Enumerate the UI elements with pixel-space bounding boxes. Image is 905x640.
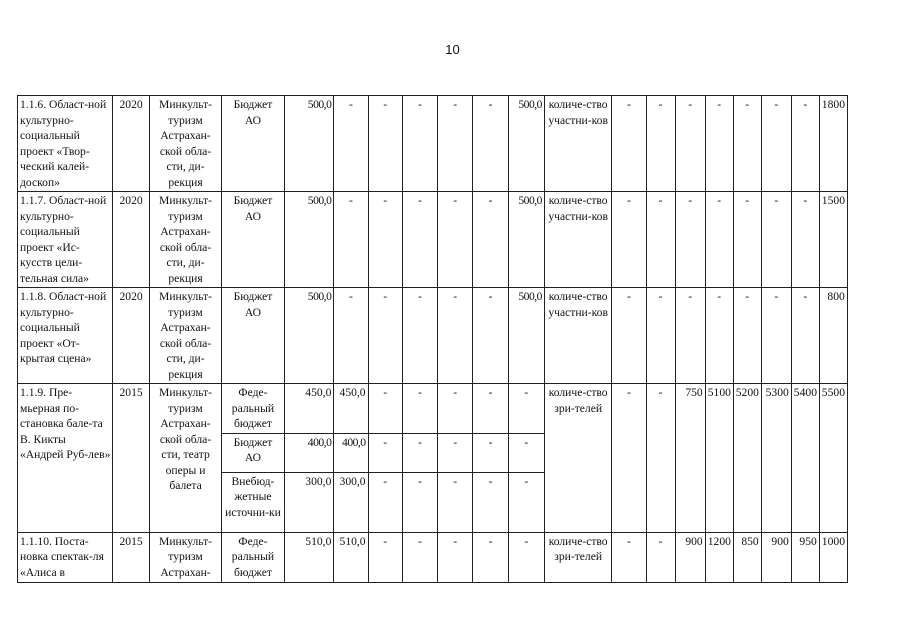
- indicator-value: -: [646, 96, 675, 192]
- measure-name: 1.1.10. Поста-новка спектак-ля «Алиса в: [18, 532, 113, 582]
- funding-2019: -: [473, 288, 508, 384]
- funding-2015: -: [334, 96, 368, 192]
- funding-2018: -: [438, 472, 473, 532]
- funding-2015: 450,0: [334, 384, 368, 434]
- funding-total: 300,0: [284, 472, 334, 532]
- indicator-value: -: [761, 192, 791, 288]
- indicator-name: количе-ство зри-телей: [544, 384, 611, 533]
- funding-source: Бюджет АО: [222, 433, 284, 472]
- indicator-name: количе-ство участни-ков: [544, 96, 611, 192]
- funding-total: 500,0: [284, 96, 334, 192]
- funding-2017: -: [402, 532, 437, 582]
- indicator-value: 5100: [705, 384, 733, 533]
- page-number: 10: [445, 42, 460, 57]
- measure-name: 1.1.8. Област-ной культурно-социальный проект «От-крытая сцена»: [18, 288, 113, 384]
- funding-2019: -: [473, 433, 508, 472]
- indicator-value: -: [612, 96, 646, 192]
- funding-total: 500,0: [284, 288, 334, 384]
- indicator-value: 950: [791, 532, 819, 582]
- indicator-value: -: [675, 288, 705, 384]
- measure-executor: Минкульт-туризм Астрахан-ской обла-сти, ди-рекция: [149, 288, 222, 384]
- indicator-value: -: [705, 96, 733, 192]
- funding-source: Внебюд-жетные источни-ки: [222, 472, 284, 532]
- funding-2016: -: [368, 96, 402, 192]
- funding-source: Бюджет АО: [222, 288, 284, 384]
- funding-2019: -: [473, 532, 508, 582]
- measure-executor: Минкульт-туризм Астрахан-ской обла-сти, ди-рекция: [149, 192, 222, 288]
- indicator-target: 800: [819, 288, 847, 384]
- indicator-value: -: [612, 192, 646, 288]
- measure-year: 2020: [113, 96, 149, 192]
- funding-2017: -: [402, 96, 437, 192]
- funding-source: Бюджет АО: [222, 96, 284, 192]
- measure-executor: Минкульт-туризм Астрахан-ской обла-сти, ди-рекция: [149, 96, 222, 192]
- table-row: [18, 96, 877, 192]
- indicator-target: 1500: [819, 192, 847, 288]
- indicator-value: -: [705, 192, 733, 288]
- funding-2019: -: [473, 472, 508, 532]
- indicator-value: -: [675, 96, 705, 192]
- table-row: [18, 532, 877, 582]
- funding-2018: -: [438, 384, 473, 434]
- indicator-value: 5200: [733, 384, 761, 533]
- funding-2018: -: [438, 532, 473, 582]
- indicator-name: количе-ство участни-ков: [544, 288, 611, 384]
- funding-2015: -: [334, 192, 368, 288]
- funding-2018: -: [438, 96, 473, 192]
- indicator-value: -: [612, 384, 646, 533]
- indicator-value: -: [791, 288, 819, 384]
- funding-total: 450,0: [284, 384, 334, 434]
- funding-2020: -: [508, 532, 544, 582]
- indicator-value: -: [646, 288, 675, 384]
- funding-2017: -: [402, 192, 437, 288]
- funding-source: Феде-ральный бюджет: [222, 384, 284, 434]
- funding-2015: 400,0: [334, 433, 368, 472]
- funding-source: Феде-ральный бюджет: [222, 532, 284, 582]
- indicator-value: -: [761, 96, 791, 192]
- funding-total: 400,0: [284, 433, 334, 472]
- indicator-value: -: [791, 96, 819, 192]
- funding-2020: 500,0: [508, 192, 544, 288]
- indicator-name: количе-ство участни-ков: [544, 192, 611, 288]
- funding-2020: 500,0: [508, 288, 544, 384]
- measure-year: 2015: [113, 384, 149, 533]
- indicator-value: 5300: [761, 384, 791, 533]
- funding-2015: 510,0: [334, 532, 368, 582]
- funding-2015: 300,0: [334, 472, 368, 532]
- indicator-value: -: [646, 384, 675, 533]
- funding-2016: -: [368, 433, 402, 472]
- indicator-value: -: [612, 288, 646, 384]
- funding-2019: -: [473, 192, 508, 288]
- funding-2019: -: [473, 384, 508, 434]
- funding-2016: -: [368, 384, 402, 434]
- funding-2017: -: [402, 472, 437, 532]
- table-row: [18, 384, 877, 434]
- indicator-value: 750: [675, 384, 705, 533]
- indicator-value: 850: [733, 532, 761, 582]
- measure-name: 1.1.9. Пре-мьерная по-становка бале-та В. Кикты «Андрей Руб-лев»: [18, 384, 113, 533]
- indicator-value: -: [761, 288, 791, 384]
- indicator-value: -: [733, 288, 761, 384]
- funding-2020: 500,0: [508, 96, 544, 192]
- indicator-value: -: [675, 192, 705, 288]
- funding-2018: -: [438, 288, 473, 384]
- funding-total: 500,0: [284, 192, 334, 288]
- indicator-value: 1200: [705, 532, 733, 582]
- indicator-value: -: [705, 288, 733, 384]
- funding-2018: -: [438, 192, 473, 288]
- indicator-target: 1800: [819, 96, 847, 192]
- funding-2020: -: [508, 472, 544, 532]
- program-measures-table: [17, 95, 877, 583]
- indicator-target: 5500: [819, 384, 847, 533]
- funding-2016: -: [368, 288, 402, 384]
- measure-name: 1.1.6. Област-ной культурно-социальный проект «Твор-ческий калей-доскоп»: [18, 96, 113, 192]
- measure-year: 2015: [113, 532, 149, 582]
- table-row: [18, 288, 877, 384]
- funding-2019: -: [473, 96, 508, 192]
- funding-2016: -: [368, 532, 402, 582]
- funding-total: 510,0: [284, 532, 334, 582]
- funding-2020: -: [508, 384, 544, 434]
- funding-2020: -: [508, 433, 544, 472]
- measure-executor: Минкульт-туризм Астрахан-ской обла-сти, театр оперы и балета: [149, 384, 222, 533]
- measure-executor: Минкульт-туризм Астрахан-: [149, 532, 222, 582]
- funding-2016: -: [368, 192, 402, 288]
- indicator-value: -: [612, 532, 646, 582]
- table-row: [18, 192, 877, 288]
- funding-2017: -: [402, 433, 437, 472]
- indicator-value: 5400: [791, 384, 819, 533]
- indicator-value: 900: [761, 532, 791, 582]
- indicator-value: -: [733, 192, 761, 288]
- indicator-value: -: [646, 532, 675, 582]
- funding-2018: -: [438, 433, 473, 472]
- indicator-name: количе-ство зри-телей: [544, 532, 611, 582]
- measure-name: 1.1.7. Област-ной культурно-социальный проект «Ис-кусств цели-тельная сила»: [18, 192, 113, 288]
- funding-source: Бюджет АО: [222, 192, 284, 288]
- funding-2017: -: [402, 384, 437, 434]
- indicator-target: 1000: [819, 532, 847, 582]
- measure-year: 2020: [113, 288, 149, 384]
- indicator-value: -: [791, 192, 819, 288]
- funding-2016: -: [368, 472, 402, 532]
- indicator-value: -: [733, 96, 761, 192]
- indicator-value: -: [646, 192, 675, 288]
- funding-2017: -: [402, 288, 437, 384]
- measure-year: 2020: [113, 192, 149, 288]
- indicator-value: 900: [675, 532, 705, 582]
- funding-2015: -: [334, 288, 368, 384]
